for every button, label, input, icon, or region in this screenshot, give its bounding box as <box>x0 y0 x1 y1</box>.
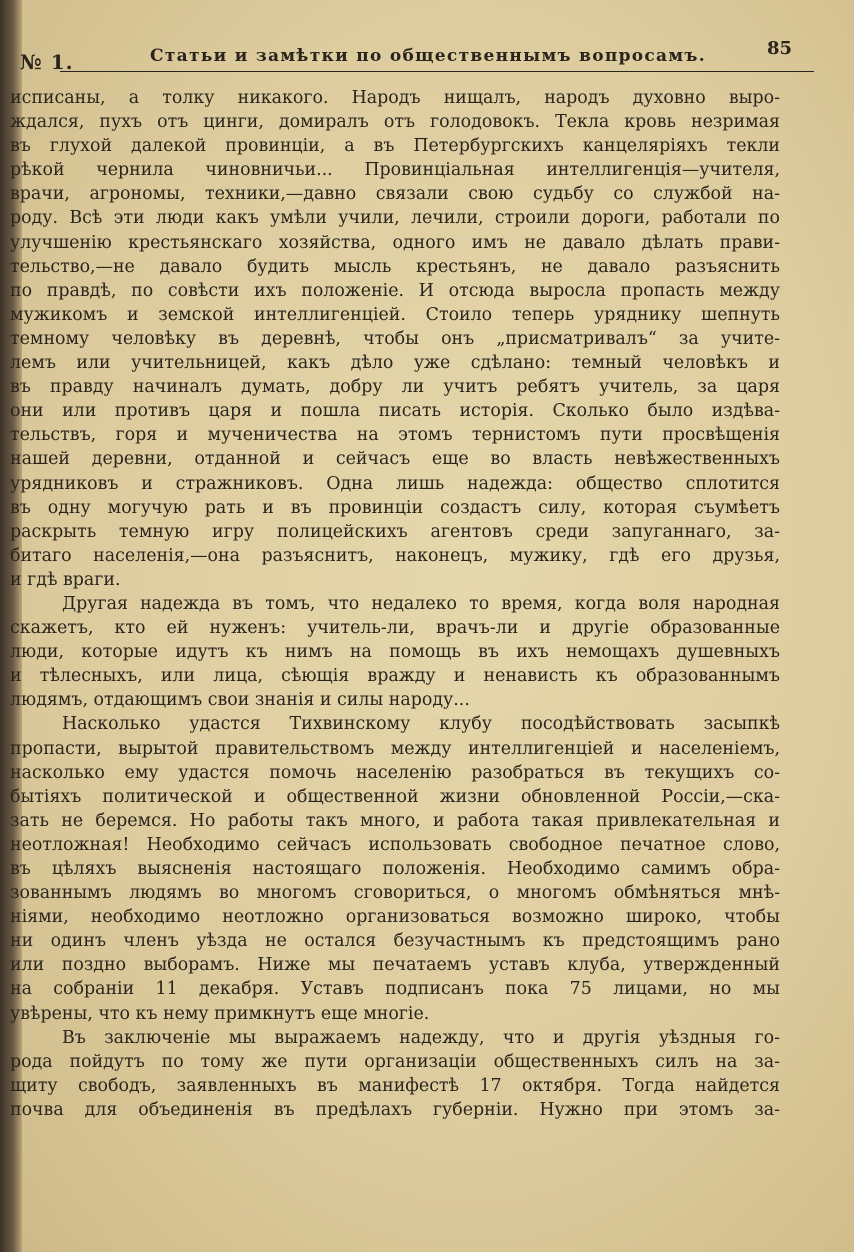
text-line: они или противъ царя и пошла писать исторія. Сколько было издѣва- <box>10 401 780 422</box>
text-line: зованнымъ людямъ во многомъ сговориться, о многомъ обмѣняться мнѣ- <box>10 883 780 904</box>
text-line: мужикомъ и земской интеллигенціей. Стоило теперь уряднику шепнуть <box>10 304 780 325</box>
text-line: улучшенію крестьянскаго хозяйства, одного имъ не давало дѣлать прави- <box>10 232 780 253</box>
text-line: ни одинъ членъ уѣзда не остался безучастнымъ къ предстоящимъ рано <box>10 931 780 952</box>
text-line: пропасти, вырытой правительствомъ между интеллигенціей и населеніемъ, <box>10 738 780 759</box>
text-line: ніями, необходимо неотложно организоваться возможно широко, чтобы <box>10 907 780 928</box>
text-line: бытіяхъ политической и общественной жизни обновленной Россіи,—ска- <box>10 786 780 807</box>
text-line: въ правду начиналъ думать, добру ли учитъ ребятъ учитель, за царя <box>10 377 780 398</box>
text-line: урядниковъ и стражниковъ. Одна лишь надежда: общество сплотится <box>10 473 780 494</box>
issue-number: № 1. <box>20 50 74 74</box>
text-line: Насколько удастся Тихвинскому клубу посодѣйствовать засыпкѣ <box>62 714 780 735</box>
text-line: въ одну могучую рать и въ провинціи создастъ силу, которая съумѣетъ <box>10 497 780 518</box>
text-line: тельствъ, горя и мученичества на этомъ тернистомъ пути просвѣщенія <box>10 425 780 446</box>
text-line: насколько ему удастся помочь населенію разобраться въ текущихъ со- <box>10 762 780 783</box>
text-line: Другая надежда въ томъ, что недалеко то время, когда воля народная <box>62 593 780 614</box>
page-number: 85 <box>766 38 792 59</box>
text-line: роду. Всѣ эти люди какъ умѣли учили, лечили, строили дороги, работали по <box>10 208 780 229</box>
text-line: врачи, агрономы, техники,—давно связали свою судьбу со службой на- <box>10 184 780 205</box>
text-line: людямъ, отдающимъ свои знанія и силы народу... <box>10 690 470 711</box>
text-line: нашей деревни, отданной и сейчасъ еще во власть невѣжественныхъ <box>10 449 780 470</box>
text-line: и тѣлесныхъ, или лица, сѣющія вражду и ненависть къ образованнымъ <box>10 666 780 687</box>
text-line: тельство,—не давало будить мысль крестьянъ, не давало разъяснить <box>10 256 780 277</box>
text-line: въ глухой далекой провинціи, а въ Петербургскихъ канцеляріяхъ текли <box>10 136 780 157</box>
text-line: почва для объединенія въ предѣлахъ губерніи. Нужно при этомъ за- <box>10 1099 780 1120</box>
text-line: битаго населенія,—она разъяснитъ, наконецъ, мужику, гдѣ его друзья, <box>10 545 780 566</box>
text-line: въ цѣляхъ выясненія настоящаго положенія. Необходимо самимъ обра- <box>10 859 780 879</box>
text-line: темному человѣку въ деревнѣ, чтобы онъ „присматривалъ“ за учите- <box>10 328 780 349</box>
text-line: люди, которые идутъ къ нимъ на помощь въ ихъ немощахъ душевныхъ <box>10 642 780 663</box>
text-line: или поздно выборамъ. Ниже мы печатаемъ уставъ клуба, утвержденный <box>10 955 780 976</box>
text-line: Въ заключеніе мы выражаемъ надежду, что и другія уѣздныя го- <box>62 1027 780 1048</box>
text-line: и гдѣ враги. <box>10 569 121 590</box>
text-line: скажетъ, кто ей нуженъ: учитель-ли, врачъ-ли и другіе образованные <box>10 618 780 639</box>
section-title: Статьи и замѣтки по общественнымъ вопросамъ. <box>150 46 706 66</box>
header-rule <box>60 71 814 72</box>
text-line: исписаны, а толку никакого. Народъ нищалъ, народъ духовно выро- <box>10 88 780 108</box>
text-line: рѣкой чернила чиновничьи... Провинціальная интеллигенція—учителя, <box>10 160 780 181</box>
text-line: ждался, пухъ отъ цинги, домиралъ отъ голодовокъ. Текла кровь незримая <box>10 112 780 133</box>
text-line: зать не беремся. Но работы такъ много, и работа такая привлекательная и <box>10 810 780 831</box>
text-line: лемъ или учительницей, какъ дѣло уже сдѣлано: темный человѣкъ и <box>10 353 780 374</box>
text-line: неотложная! Необходимо сейчасъ использовать свободное печатное слово, <box>10 834 780 855</box>
text-line: раскрыть темную игру полицейскихъ агентовъ среди запуганнаго, за- <box>10 521 780 542</box>
body-text <box>10 86 780 1122</box>
text-line: на собраніи 11 декабря. Уставъ подписанъ пока 75 лицами, но мы <box>10 979 780 1000</box>
running-header <box>20 38 804 74</box>
text-line: щиту свободъ, заявленныхъ въ манифестѣ 17 октября. Тогда найдется <box>10 1075 780 1096</box>
text-line: по правдѣ, по совѣсти ихъ положеніе. И отсюда выросла пропасть между <box>10 280 780 301</box>
text-line: рода пойдутъ по тому же пути организаціи общественныхъ силъ на за- <box>10 1051 780 1072</box>
text-line: увѣрены, что къ нему примкнутъ еще многіе. <box>10 1003 430 1024</box>
